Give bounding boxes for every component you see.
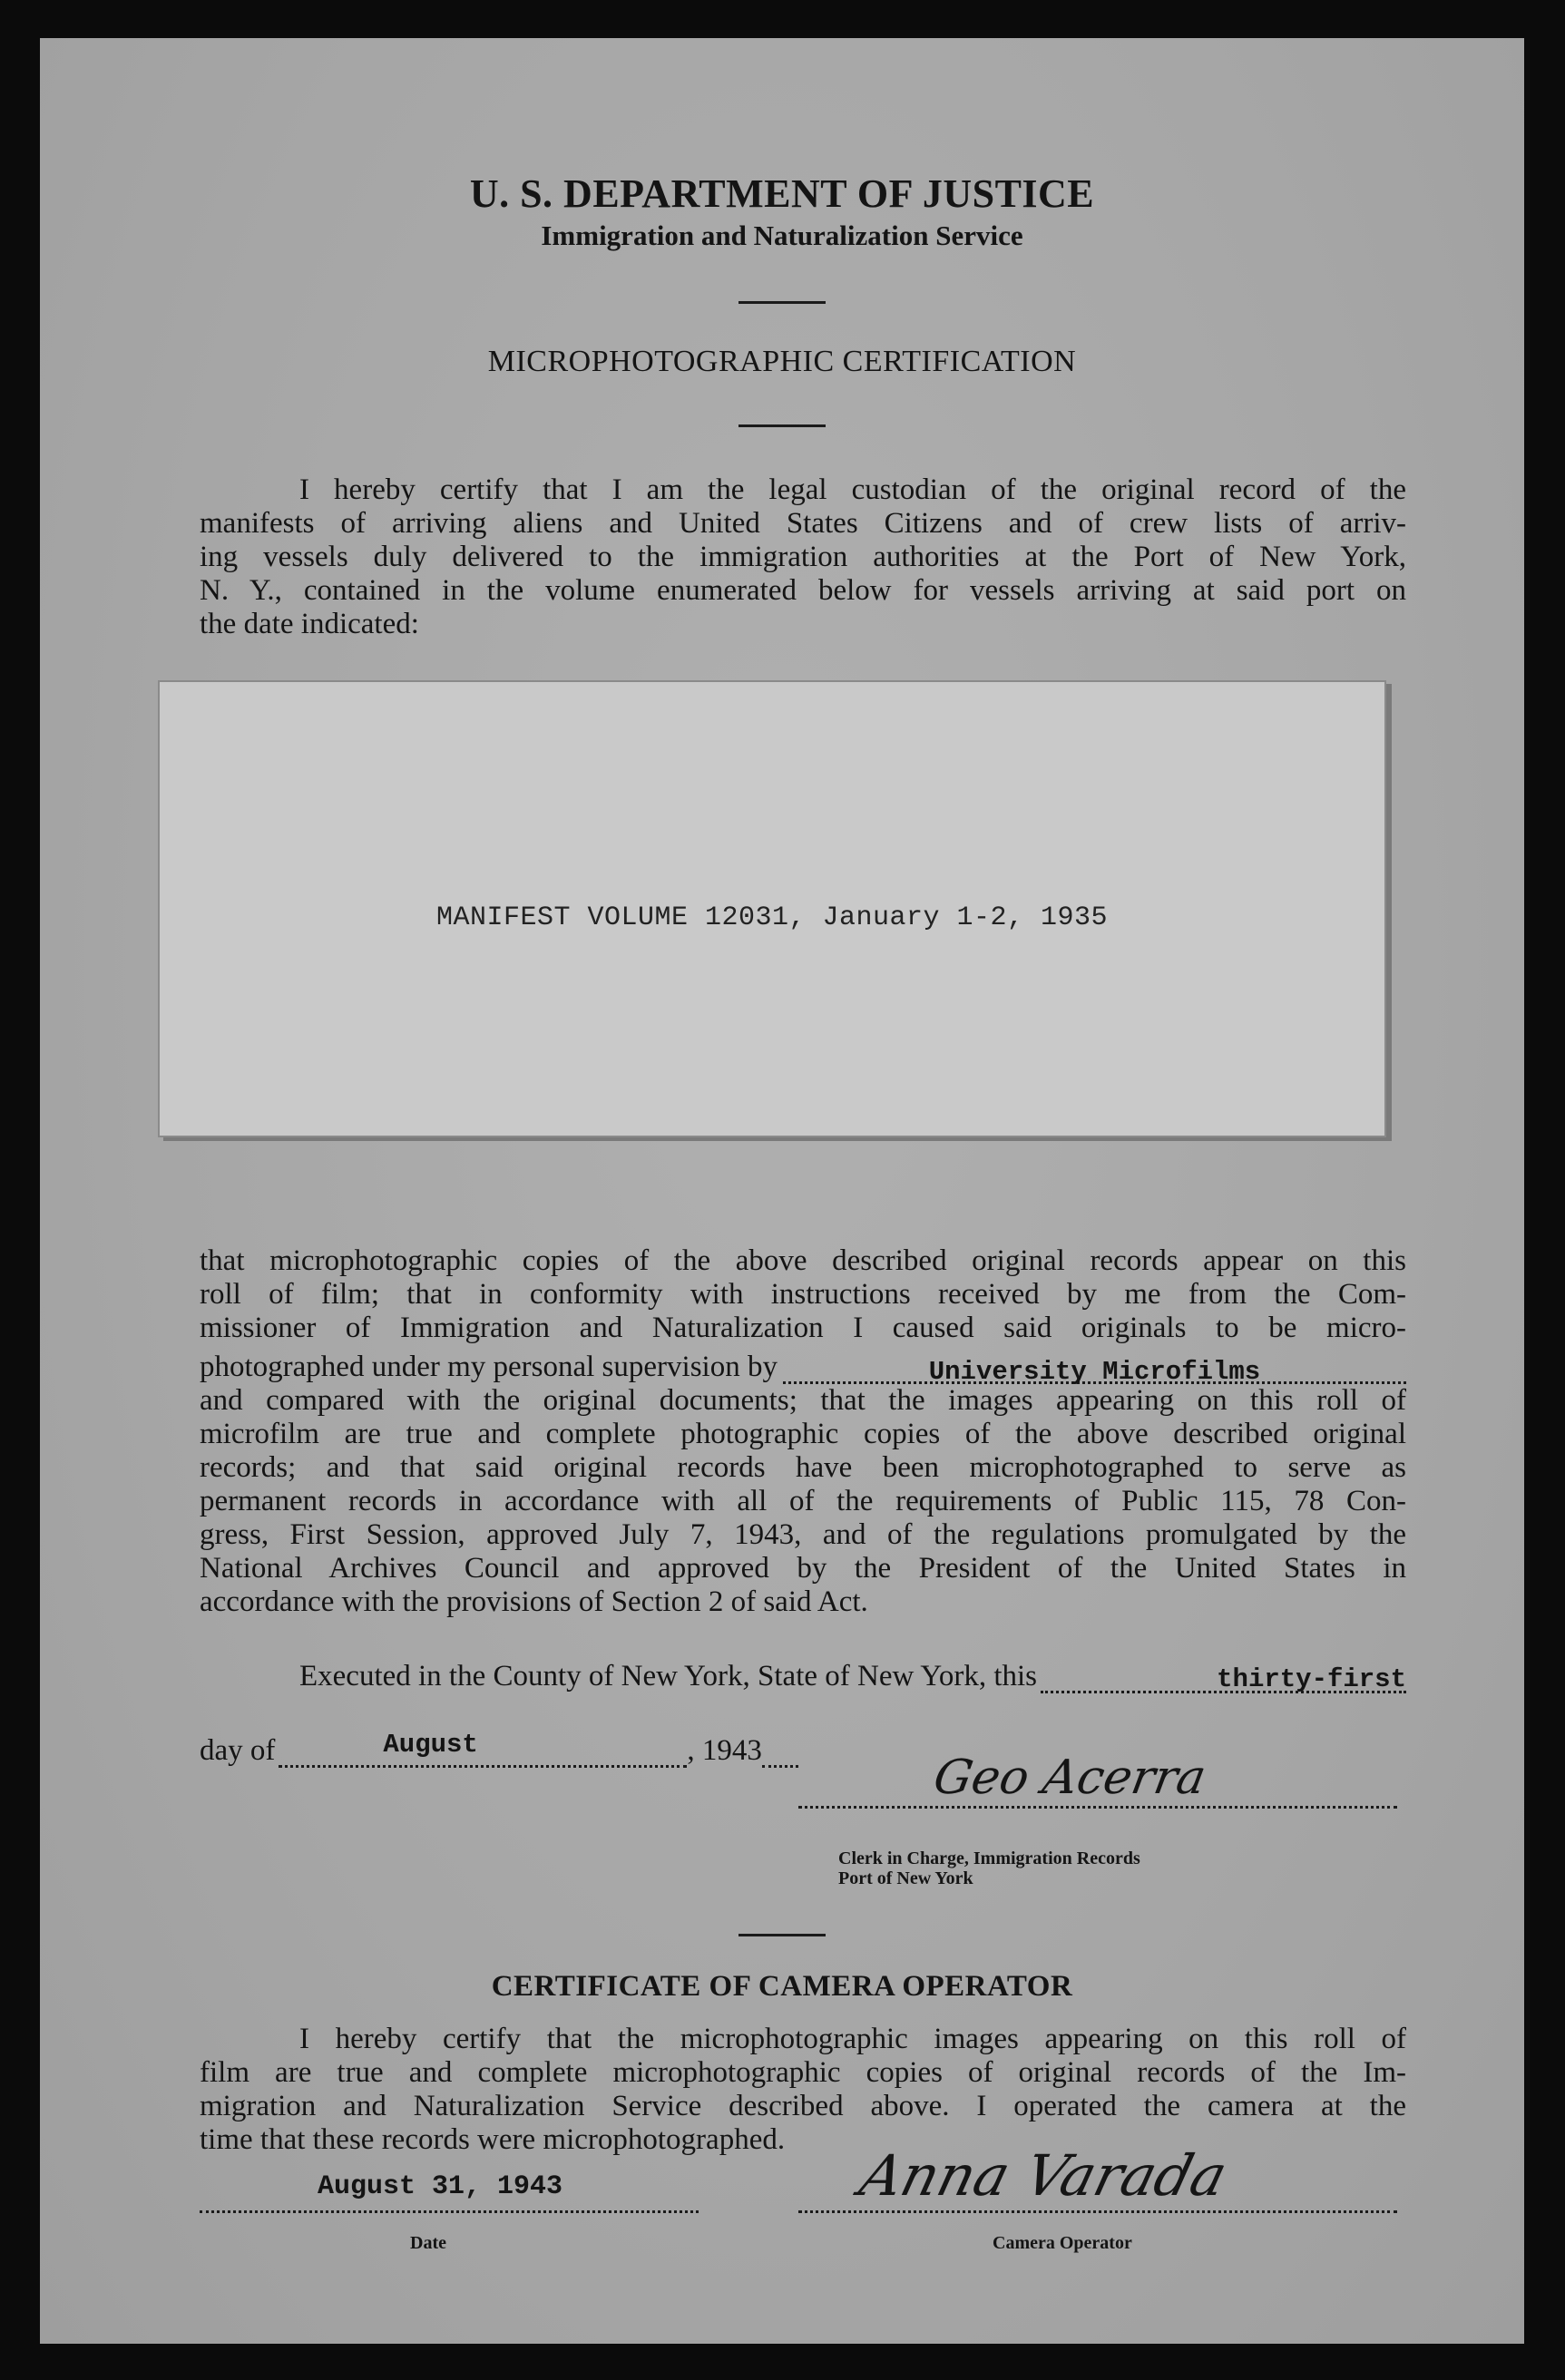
camera-line: I hereby certify that the microphotographic images appearing on this roll of: [299, 2023, 1406, 2055]
body-line: gress, First Session, approved July 7, 1943, and of the regulations promulgated by the: [200, 1518, 1406, 1551]
date-value: August 31, 1943: [318, 2171, 563, 2202]
supervision-prefix: photographed under my personal supervision by: [200, 1351, 778, 1383]
day-value: thirty-first: [1217, 1664, 1406, 1694]
clerk-signature-field: [798, 1751, 1397, 1809]
supervisor-name: University Microfilms: [928, 1357, 1261, 1387]
month-value: August: [383, 1730, 478, 1760]
operator-label: Camera Operator: [993, 2233, 1132, 2253]
body-line: National Archives Council and approved by the President of the United States in: [200, 1552, 1406, 1585]
body-line: that microphotographic copies of the above described original records appear on this: [200, 1244, 1406, 1277]
certification-title: MICROPHOTOGRAPHIC CERTIFICATION: [487, 345, 1077, 378]
operator-signature: Anna Varada: [853, 2142, 1234, 2209]
intro-line: ing vessels duly delivered to the immigration authorities at the Port of New York,: [200, 541, 1406, 573]
intro-paragraph: [200, 473, 1406, 641]
intro-line: N. Y., contained in the volume enumerated below for vessels arriving at said port on: [200, 574, 1406, 607]
year-trailing-dots: [762, 1737, 798, 1768]
body-line: accordance with the provisions of Section 2 of said Act.: [200, 1585, 868, 1618]
clerk-title-line: Clerk in Charge, Immigration Records: [838, 1848, 1140, 1868]
divider-bottom: [738, 1934, 826, 1936]
date-line: [200, 1730, 871, 1768]
department-title: U. S. DEPARTMENT OF JUSTICE: [469, 171, 1095, 216]
divider-top: [738, 301, 826, 304]
intro-line: the date indicated:: [200, 608, 419, 640]
execution-line: [299, 1660, 1406, 1693]
day-field: [1041, 1663, 1406, 1693]
month-field: [279, 1730, 687, 1768]
camera-certificate-title: CERTIFICATE OF CAMERA OPERATOR: [491, 1970, 1073, 2003]
body-line: microfilm are true and complete photographic copies of the above described original: [200, 1418, 1406, 1450]
clerk-signature-line: [798, 1806, 1397, 1809]
clerk-signature: Geo Acerra: [929, 1751, 1210, 1805]
intro-line: I hereby certify that I am the legal custodian of the original record of the: [299, 473, 1406, 506]
clerk-title: [838, 1848, 1140, 1888]
body-line: and compared with the original documents; that the images appearing on this roll of: [200, 1384, 1406, 1417]
certificate-page: [40, 38, 1524, 2344]
camera-line: time that these records were microphotographed.: [200, 2123, 786, 2156]
execution-prefix: Executed in the County of New York, State of New York, this: [299, 1660, 1038, 1692]
service-subtitle: Immigration and Naturalization Service: [541, 219, 1023, 251]
manifest-volume-text: MANIFEST VOLUME 12031, January 1-2, 1935: [435, 902, 1109, 933]
supervisor-field: [783, 1353, 1406, 1387]
supervision-line: [200, 1345, 1406, 1387]
divider-mid: [738, 424, 826, 427]
operator-signature-field: [798, 2142, 1397, 2213]
body-line: roll of film; that in conformity with instructions received by me from the Com-: [200, 1278, 1406, 1311]
body-line: permanent records in accordance with all of the requirements of Public 115, 78 Con-: [200, 1485, 1406, 1517]
camera-line: film are true and complete microphotographic copies of original records of the Im-: [200, 2056, 1406, 2089]
day-of-label: day of: [200, 1734, 276, 1767]
camera-line: migration and Naturalization Service described above. I operated the camera at the: [200, 2090, 1406, 2122]
body-line: records; and that said original records have been microphotographed to serve as: [200, 1451, 1406, 1484]
body-line: missioner of Immigration and Naturalization I caused said originals to be micro-: [200, 1312, 1406, 1344]
date-line-dots: [200, 2210, 699, 2213]
intro-line: manifests of arriving aliens and United States Citizens and of crew lists of arriv-: [200, 507, 1406, 540]
operator-signature-line: [798, 2210, 1397, 2213]
clerk-title-line: Port of New York: [838, 1868, 973, 1888]
date-label: Date: [410, 2233, 446, 2253]
body-paragraph: [200, 1244, 1406, 1619]
camera-certificate-paragraph: [200, 2023, 1406, 2157]
year-text: , 1943: [687, 1734, 762, 1767]
record-card: [158, 680, 1386, 1137]
date-field: [200, 2171, 699, 2213]
